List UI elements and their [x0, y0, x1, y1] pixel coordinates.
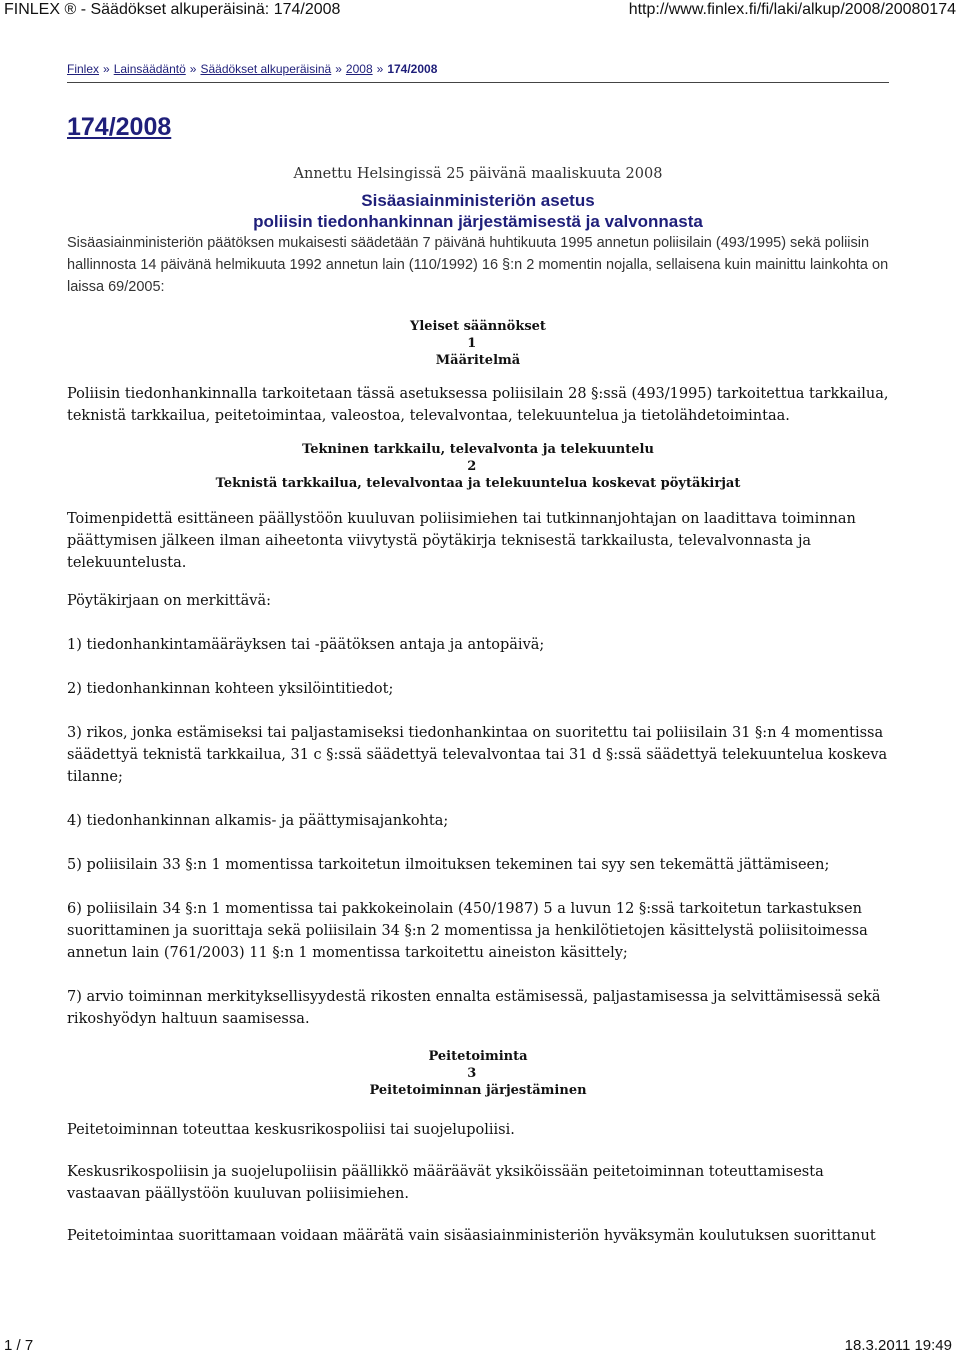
chapter-heading	[67, 441, 889, 492]
breadcrumb-separator: »	[189, 62, 197, 76]
print-footer	[4, 1335, 952, 1357]
list-item: 1) tiedonhankintamääräyksen tai -päätöksen antaja ja antopäivä;	[67, 637, 545, 653]
section-3-paragraph: Peitetoimintaa suorittamaan voidaan määrätä vain sisäasiainministeriön hyväksymän koulutuksen suorittanut	[67, 1228, 876, 1244]
print-header-title: FINLEX ® - Säädökset alkuperäisinä: 174/2008	[4, 1, 341, 18]
list-item: 3) rikos, jonka estämiseksi tai paljastamiseksi tiedonhankintaa on suoritettu tai poliisilain 31 §:n 4 momentissa säädettyä teknistä tarkkailua, 31 c §:ssä säädettyä televalvontaa tai 31 d §:ssä säädettyä telekuuntelua koskeva tilanne;	[67, 725, 888, 785]
given-date: Annettu Helsingissä 25 päivänä maaliskuuta 2008	[293, 166, 663, 182]
list-item: 4) tiedonhankinnan alkamis- ja päättymisajankohta;	[67, 813, 449, 829]
section-title: Määritelmä	[435, 353, 521, 368]
list-item: 2) tiedonhankinnan kohteen yksilöintitiedot;	[67, 681, 394, 697]
breadcrumb-link-year[interactable]: 2008	[345, 62, 373, 76]
list-item: 7) arvio toiminnan merkityksellisyydestä rikosten ennalta estämisessä, paljastamisessa ja selvittämisessä sekä rikoshyödyn haltuun saamisessa.	[67, 989, 881, 1027]
chapter-title: Yleiset säännökset	[410, 319, 546, 334]
section-number: 1	[467, 336, 477, 351]
section-number: 3	[467, 1066, 477, 1081]
breadcrumb-current: 174/2008	[387, 62, 438, 76]
breadcrumb-separator: »	[335, 62, 342, 76]
list-item: 6) poliisilain 34 §:n 1 momentissa tai pakkokeinolain (450/1987) 5 a luvun 12 §:ssä tarkoitetun tarkastuksen suorittaminen ja suorittaja sekä poliisilain 34 §:n 2 momentissa ja henkilötietojen käsittelystä poliisitoimessa annetun lain (761/2003) 11 §:n 1 momentissa tarkoitettu aineiston käsittely;	[67, 901, 868, 961]
chapter-title: Peitetoiminta	[428, 1049, 528, 1064]
print-header-url: http://www.finlex.fi/fi/laki/alkup/2008/20080174	[628, 1, 956, 18]
breadcrumb-link-lainsaadanto[interactable]: Lainsäädäntö	[113, 62, 186, 76]
print-timestamp: 18.3.2011 19:49	[844, 1337, 952, 1354]
section-3-paragraph: Keskusrikospoliisin ja suojelupoliisin päällikkö määräävät yksiköissään peitetoiminnan toteuttamisesta vastaavan päällystöön kuuluvan poliisimiehen.	[67, 1164, 824, 1202]
breadcrumb	[67, 62, 889, 83]
section-number: 2	[467, 459, 477, 474]
document-number: 174/2008	[67, 113, 172, 141]
decree-title-line1: Sisäasiainministeriön asetus	[361, 191, 595, 210]
breadcrumb-link-saadokset[interactable]: Säädökset alkuperäisinä	[200, 62, 332, 76]
preamble: Sisäasiainministeriön päätöksen mukaisesti säädetään 7 päivänä huhtikuuta 1995 annetun poliisilain (493/1995) sekä poliisin hallinnosta 14 päivänä helmikuuta 1992 annetun lain (110/1992) 16 §:n 2 momentin nojalla, sellaisena kuin mainittu lainkohta on laissa 69/2005:	[67, 235, 889, 295]
breadcrumb-separator: »	[376, 62, 384, 76]
decree-title-line2: poliisin tiedonhankinnan järjestämisestä ja valvonnasta	[253, 212, 703, 231]
chapter-heading	[67, 1048, 889, 1099]
breadcrumb-link-finlex[interactable]: Finlex	[67, 62, 100, 76]
section-1-paragraph: Poliisin tiedonhankinnalla tarkoitetaan tässä asetuksessa poliisilain 28 §:ssä (493/1995) tarkoitettua tarkkailua, teknistä tarkkailua, peitetoimintaa, valeostoa, televalvontaa, telekuuntelua ja tietolähdetoimintaa.	[67, 386, 889, 424]
section-title: Peitetoiminnan järjestäminen	[369, 1083, 587, 1098]
section-2-paragraph: Pöytäkirjaan on merkittävä:	[67, 593, 272, 609]
chapter-heading	[67, 318, 889, 369]
breadcrumb-separator: »	[103, 62, 110, 76]
section-title: Teknistä tarkkailua, televalvontaa ja telekuuntelua koskevat pöytäkirjat	[215, 476, 741, 491]
page-indicator: 1 / 7	[4, 1337, 34, 1354]
list-item: 5) poliisilain 33 §:n 1 momentissa tarkoitetun ilmoituksen tekeminen tai syy sen tekemättä jättämiseen;	[67, 857, 830, 873]
decree-title	[67, 190, 889, 232]
section-3-paragraph: Peitetoiminnan toteuttaa keskusrikospoliisi tai suojelupoliisi.	[67, 1122, 515, 1138]
print-header	[4, 0, 956, 24]
document-content	[67, 62, 889, 1247]
chapter-title: Tekninen tarkkailu, televalvonta ja telekuuntelu	[302, 442, 654, 457]
section-2-paragraph: Toimenpidettä esittäneen päällystöön kuuluvan poliisimiehen tai tutkinnanjohtajan on laadittava toiminnan päättymisen jälkeen ilman aiheetonta viivytystä pöytäkirja teknisestä tarkkailusta, televalvonnasta ja telekuuntelusta.	[67, 511, 856, 571]
